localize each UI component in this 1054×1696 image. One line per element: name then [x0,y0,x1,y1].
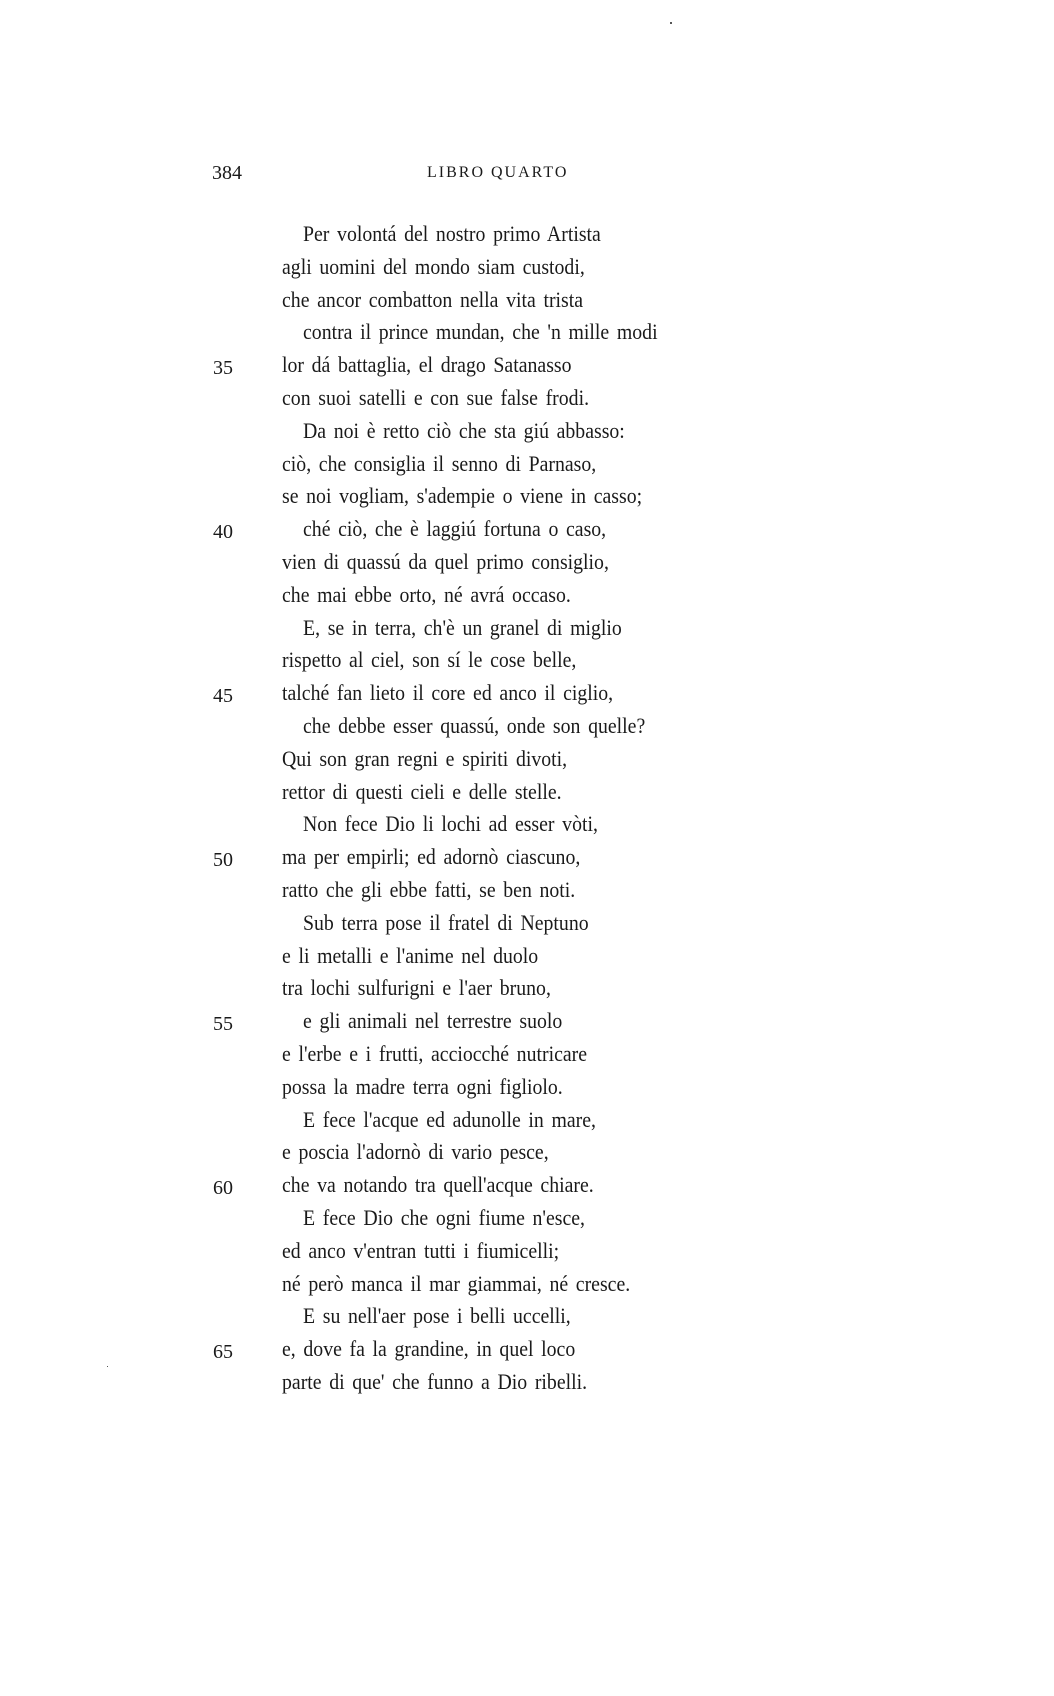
verse-text: ed anco v'entran tutti i fiumicelli; [282,1237,560,1263]
verse-text: se noi vogliam, s'adempie o viene in casso; [282,483,643,509]
verse-line [0,448,1054,481]
verse-line [0,612,1054,645]
verse-line [0,382,1054,415]
verse-text: ratto che gli ebbe fatti, se ben noti. [282,876,576,902]
poem-body [0,218,1054,1399]
verse-text: lor dá battaglia, el drago Satanasso [282,352,572,378]
verse-line [0,710,1054,743]
verse-text: che va notando tra quell'acque chiare. [282,1172,594,1198]
verse-line [0,1366,1054,1399]
verse-text: contra il prince mundan, che 'n mille modi [303,319,658,345]
verse-line [0,1300,1054,1333]
verse-line [0,1005,1054,1038]
verse-text: e, dove fa la grandine, in quel loco [282,1336,576,1362]
verse-text: rettor di questi cieli e delle stelle. [282,778,562,804]
verse-line [0,940,1054,973]
line-number: 65 [213,1341,233,1364]
verse-text: e poscia l'adornò di vario pesce, [282,1139,549,1165]
verse-line [0,284,1054,317]
verse-line [0,316,1054,349]
verse-line [0,1333,1054,1366]
verse-line [0,546,1054,579]
verse-text: vien di quassú da quel primo consiglio, [282,548,609,574]
line-number: 50 [213,849,233,872]
verse-text: che debbe esser quassú, onde son quelle? [303,712,646,738]
verse-line [0,1071,1054,1104]
verse-line [0,349,1054,382]
line-number: 45 [213,685,233,708]
verse-text: agli uomini del mondo siam custodi, [282,253,585,279]
verse-text: Sub terra pose il fratel di Neptuno [303,909,589,935]
page-number: 384 [212,162,242,184]
verse-text: che mai ebbe orto, né avrá occaso. [282,581,571,607]
verse-line [0,579,1054,612]
verse-text: E fece l'acque ed adunolle in mare, [303,1106,596,1132]
verse-text: rispetto al ciel, son sí le cose belle, [282,647,577,673]
verse-line [0,808,1054,841]
verse-text: e l'erbe e i frutti, acciocché nutricare [282,1040,588,1066]
verse-text: e li metalli e l'anime nel duolo [282,942,539,968]
verse-line [0,907,1054,940]
verse-line [0,874,1054,907]
verse-line [0,1235,1054,1268]
verse-text: Qui son gran regni e spiriti divoti, [282,745,568,771]
line-number: 55 [213,1013,233,1036]
verse-text: ma per empirli; ed adornò ciascuno, [282,844,581,870]
verse-line [0,1038,1054,1071]
verse-text: Da noi è retto ciò che sta giú abbasso: [303,417,625,443]
verse-line [0,841,1054,874]
verse-text: parte di que' che funno a Dio ribelli. [282,1368,588,1394]
verse-line [0,677,1054,710]
verse-text: con suoi satelli e con sue false frodi. [282,384,590,410]
verse-text: tra lochi sulfurigni e l'aer bruno, [282,975,551,1001]
verse-line [0,1268,1054,1301]
verse-text: possa la madre terra ogni figliolo. [282,1073,563,1099]
verse-line [0,415,1054,448]
verse-text: E fece Dio che ogni fiume n'esce, [303,1204,586,1230]
verse-text: ciò, che consiglia il senno di Parnaso, [282,450,597,476]
line-number: 40 [213,521,233,544]
verse-line [0,480,1054,513]
verse-line [0,743,1054,776]
line-number: 35 [213,357,233,380]
verse-line [0,1104,1054,1137]
scan-speck [670,22,672,24]
verse-text: Per volontá del nostro primo Artista [303,221,601,246]
line-number: 60 [213,1177,233,1200]
verse-line [0,644,1054,677]
verse-line [0,251,1054,284]
verse-line [0,218,1054,251]
verse-text: Non fece Dio li lochi ad esser vòti, [303,811,598,837]
verse-text: che ancor combatton nella vita trista [282,286,584,312]
verse-line [0,513,1054,546]
verse-text: talché fan lieto il core ed anco il ciglio, [282,680,614,706]
verse-line [0,1169,1054,1202]
verse-line [0,972,1054,1005]
verse-text: E su nell'aer pose i belli uccelli, [303,1303,571,1329]
verse-line [0,1136,1054,1169]
verse-line [0,776,1054,809]
running-title: LIBRO QUARTO [427,164,569,181]
verse-text: e gli animali nel terrestre suolo [303,1008,563,1034]
verse-text: E, se in terra, ch'è un granel di miglio [303,614,622,640]
verse-text: ché ciò, che è laggiú fortuna o caso, [303,516,607,542]
verse-line [0,1202,1054,1235]
verse-text: né però manca il mar giammai, né cresce. [282,1270,631,1296]
